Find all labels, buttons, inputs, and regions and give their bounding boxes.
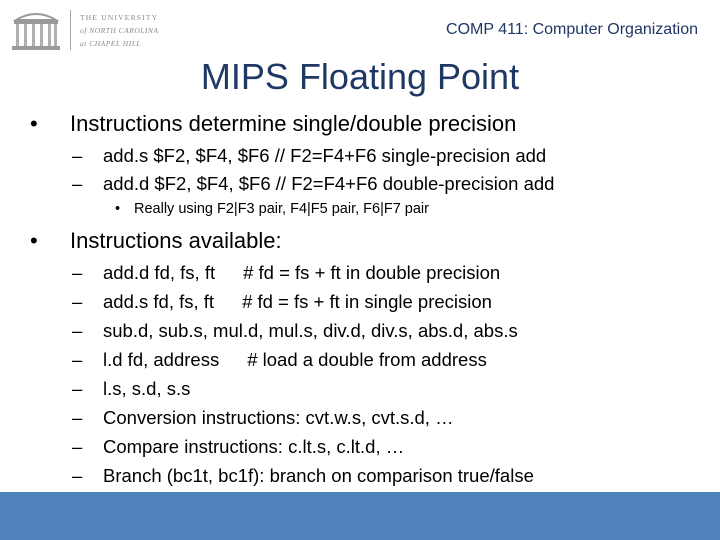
en-dash: –	[72, 465, 83, 486]
bullet-2-text: Instructions available:	[70, 228, 282, 253]
sub-bullet-text: add.d $F2, $F4, $F6 // F2=F4+F6 double-precision add	[103, 173, 555, 194]
bullet-dot: •	[30, 228, 38, 253]
logo-line-2: of NORTH CAROLINA	[80, 26, 159, 35]
sub-bullet-text: l.s, s.d, s.s	[103, 378, 191, 399]
code-comment: # fd = fs + ft in single precision	[242, 291, 492, 312]
logo-line-1: THE UNIVERSITY	[80, 13, 159, 22]
en-dash: –	[72, 378, 83, 399]
course-title: COMP 411: Computer Organization	[446, 21, 698, 38]
sub-bullet-text	[103, 349, 487, 371]
sub-bullet-text	[103, 291, 492, 313]
bullet-1-text: Instructions determine single/double precision	[70, 111, 517, 136]
sub-bullet-text	[103, 262, 500, 284]
code-comment: # fd = fs + ft in double precision	[243, 262, 501, 283]
en-dash: –	[72, 436, 83, 457]
code-comment: # load a double from address	[247, 349, 487, 370]
unc-logo	[10, 6, 200, 54]
bullet-dot: •	[30, 111, 38, 136]
en-dash: –	[72, 320, 83, 341]
sub-bullet-text: add.s $F2, $F4, $F6 // F2=F4+F6 single-precision add	[103, 145, 547, 166]
logo-wordmark	[80, 11, 159, 50]
old-well-icon	[10, 6, 62, 54]
code-text: l.d fd, address	[103, 349, 220, 370]
logo-line-3: at CHAPEL HILL	[80, 39, 142, 48]
sub-bullet-text: Compare instructions: c.lt.s, c.lt.d, …	[103, 436, 405, 457]
en-dash: –	[72, 291, 83, 312]
sub-sub-bullet-text: Really using F2|F3 pair, F4|F5 pair, F6|F7 pair	[134, 201, 429, 217]
en-dash: –	[72, 145, 83, 166]
logo-divider	[70, 10, 71, 50]
en-dash: –	[72, 349, 83, 370]
bullet-dot: •	[115, 201, 121, 217]
en-dash: –	[72, 173, 83, 194]
sub-bullet-text: sub.d, sub.s, mul.d, mul.s, div.d, div.s, abs.d, abs.s	[103, 320, 518, 341]
slide-title: MIPS Floating Point	[200, 56, 520, 97]
code-text: add.s fd, fs, ft	[103, 291, 215, 312]
sub-bullet-text: Branch (bc1t, bc1f): branch on comparison true/false	[103, 465, 534, 486]
code-text: add.d fd, fs, ft	[103, 262, 216, 283]
en-dash: –	[72, 407, 83, 428]
en-dash: –	[72, 262, 83, 283]
sub-bullet-text: Conversion instructions: cvt.w.s, cvt.s.d, …	[103, 407, 454, 428]
footer-bar	[0, 492, 720, 540]
